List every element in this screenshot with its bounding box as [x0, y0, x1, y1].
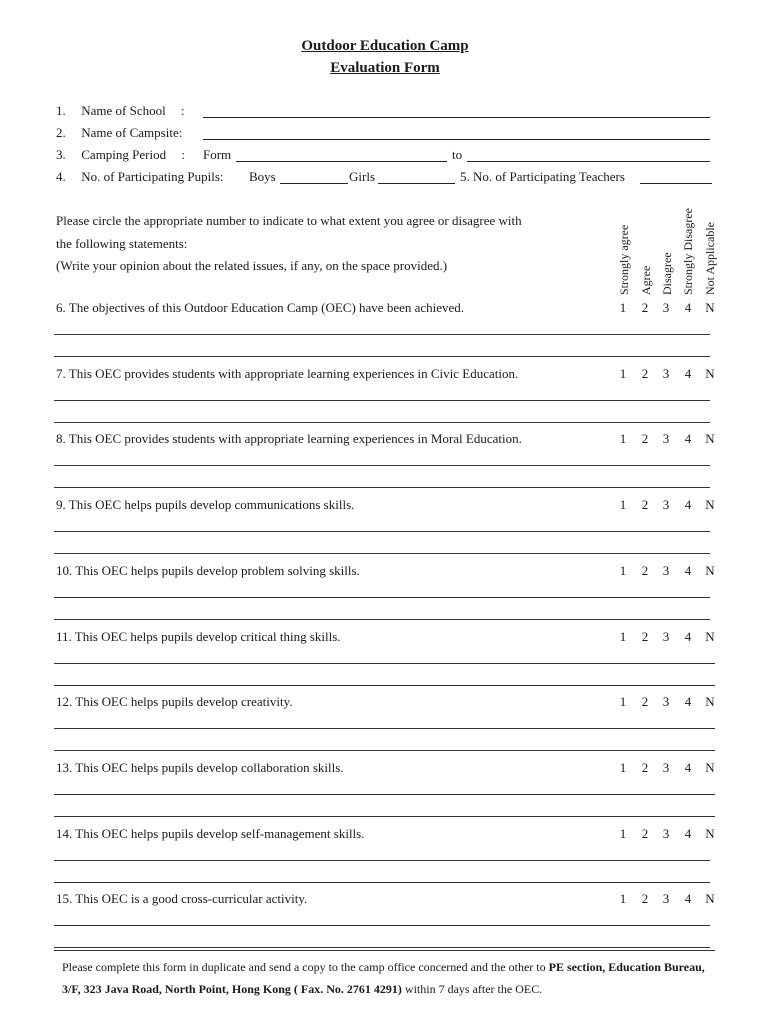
rating-option[interactable]: 4: [684, 760, 692, 775]
statement-text: 13. This OEC helps pupils develop collaboration skills.: [56, 760, 344, 775]
rating-option[interactable]: 4: [684, 300, 692, 315]
rating-option[interactable]: N: [705, 366, 715, 381]
statement-text: 7. This OEC provides students with appropriate learning experiences in Civic Education.: [56, 366, 519, 381]
comment-line[interactable]: [54, 860, 710, 861]
period-from-label: Form: [203, 147, 232, 162]
comment-line[interactable]: [54, 597, 710, 598]
comment-line[interactable]: [54, 750, 715, 751]
footer-text: Please complete this form in duplicate and send a copy to the camp office concerned and the other to: [62, 960, 549, 974]
rating-option[interactable]: 3: [662, 300, 670, 315]
rating-option[interactable]: 4: [684, 629, 692, 644]
period-from-input-line[interactable]: [236, 161, 447, 162]
statement-text: 6. The objectives of this Outdoor Education Camp (OEC) have been achieved.: [56, 300, 465, 315]
comment-line[interactable]: [54, 685, 715, 686]
rating-option[interactable]: 4: [684, 563, 692, 578]
rating-option[interactable]: 3: [662, 563, 670, 578]
rating-option[interactable]: 2: [641, 497, 649, 512]
instruction-line: Please circle the appropriate number to indicate to what extent you agree or disagree with: [56, 213, 522, 228]
rating-option[interactable]: 1: [619, 629, 627, 644]
field-label: No. of Participating Pupils:: [81, 169, 224, 184]
rating-option[interactable]: 2: [641, 826, 649, 841]
period-to-label: to: [452, 147, 463, 162]
field-colon: :: [180, 103, 185, 118]
rating-option[interactable]: 3: [662, 760, 670, 775]
field-number: 1.: [56, 103, 66, 118]
header-strongly-disagree: Strongly Disagree: [681, 208, 695, 295]
rating-option[interactable]: 4: [684, 826, 692, 841]
campsite-input-line[interactable]: [203, 139, 710, 140]
rating-option[interactable]: 1: [619, 760, 627, 775]
instruction-line: (Write your opinion about the related issues, if any, on the space provided.): [56, 258, 448, 273]
comment-line[interactable]: [54, 356, 710, 357]
comment-line[interactable]: [54, 728, 715, 729]
statement-text: 12. This OEC helps pupils develop creativity.: [56, 694, 293, 709]
rating-option[interactable]: 3: [662, 891, 670, 906]
rating-option[interactable]: 2: [641, 629, 649, 644]
rating-option[interactable]: N: [705, 760, 715, 775]
rating-option[interactable]: 1: [619, 366, 627, 381]
rating-option[interactable]: 1: [619, 431, 627, 446]
footer-text-end: within 7 days after the OEC.: [401, 982, 543, 996]
rating-option[interactable]: 2: [641, 760, 649, 775]
girls-input-line[interactable]: [378, 183, 455, 184]
field-label: Camping Period: [81, 147, 167, 162]
field-number: 2.: [56, 125, 66, 140]
statement-text: 8. This OEC provides students with appropriate learning experiences in Moral Education.: [56, 431, 522, 446]
field-number: 3.: [56, 147, 66, 162]
rating-option[interactable]: 1: [619, 694, 627, 709]
field-campsite-label: [56, 125, 182, 141]
header-agree: Agree: [639, 265, 653, 295]
rating-option[interactable]: N: [705, 694, 715, 709]
rating-option[interactable]: 1: [619, 300, 627, 315]
comment-line[interactable]: [54, 553, 710, 554]
comment-line[interactable]: [54, 619, 710, 620]
form-title: Outdoor Education Camp: [301, 38, 469, 54]
rating-option[interactable]: 3: [662, 366, 670, 381]
comment-line[interactable]: [54, 400, 710, 401]
statement-text: 15. This OEC is a good cross-curricular activity.: [56, 891, 308, 906]
rating-option[interactable]: 4: [684, 891, 692, 906]
rating-option[interactable]: 3: [662, 629, 670, 644]
field-number: 4.: [56, 169, 66, 184]
rating-option[interactable]: 4: [684, 366, 692, 381]
rating-option[interactable]: 2: [641, 300, 649, 315]
field-label: Name of Campsite:: [81, 125, 183, 140]
rating-option[interactable]: N: [705, 891, 715, 906]
rating-option[interactable]: 3: [662, 497, 670, 512]
comment-line[interactable]: [54, 947, 710, 948]
comment-line[interactable]: [54, 487, 710, 488]
rating-option[interactable]: 3: [662, 431, 670, 446]
teachers-label: 5. No. of Participating Teachers: [460, 169, 625, 184]
rating-option[interactable]: N: [705, 431, 715, 446]
rating-option[interactable]: 1: [619, 563, 627, 578]
rating-option[interactable]: 1: [619, 891, 627, 906]
rating-option[interactable]: 2: [641, 563, 649, 578]
rating-option[interactable]: N: [705, 497, 715, 512]
rating-option[interactable]: 2: [641, 694, 649, 709]
comment-line[interactable]: [54, 925, 710, 926]
field-school-label: [56, 103, 185, 119]
field-label: Name of School: [81, 103, 166, 118]
teachers-input-line[interactable]: [640, 183, 712, 184]
field-pupils-label: [56, 169, 224, 185]
footer-address: PE section, Education Bureau, 3/F, 323 Java Road, North Point, Hong Kong ( Fax. No. 2761 4291): [62, 960, 705, 996]
comment-line[interactable]: [54, 465, 710, 466]
field-colon: :: [181, 147, 185, 162]
statement-text: 11. This OEC helps pupils develop critical thing skills.: [56, 629, 341, 644]
rating-option[interactable]: N: [705, 826, 715, 841]
comment-line[interactable]: [54, 794, 715, 795]
statement-text: 14. This OEC helps pupils develop self-management skills.: [56, 826, 365, 841]
statement-text: 9. This OEC helps pupils develop communications skills.: [56, 497, 355, 512]
school-input-line[interactable]: [203, 117, 710, 118]
field-period-label: [56, 147, 185, 163]
girls-label: Girls: [349, 169, 375, 184]
comment-line[interactable]: [54, 422, 710, 423]
statement-text: 10. This OEC helps pupils develop problem solving skills.: [56, 563, 360, 578]
rating-option[interactable]: 1: [619, 497, 627, 512]
comment-line[interactable]: [54, 531, 710, 532]
header-disagree: Disagree: [660, 252, 674, 295]
header-strongly-agree: Strongly agree: [617, 224, 631, 295]
footer-note: [62, 956, 722, 1000]
footer-divider: [54, 950, 715, 951]
rating-option[interactable]: 2: [641, 431, 649, 446]
rating-option[interactable]: N: [705, 300, 715, 315]
comment-line[interactable]: [54, 334, 710, 335]
rating-option[interactable]: 4: [684, 431, 692, 446]
comment-line[interactable]: [54, 816, 715, 817]
rating-option[interactable]: 3: [662, 826, 670, 841]
rating-option[interactable]: 4: [684, 694, 692, 709]
comment-line[interactable]: [54, 663, 715, 664]
header-not-applicable: Not Applicable: [703, 222, 717, 295]
period-to-input-line[interactable]: [467, 161, 710, 162]
boys-input-line[interactable]: [280, 183, 348, 184]
rating-option[interactable]: 1: [619, 826, 627, 841]
rating-option[interactable]: 3: [662, 694, 670, 709]
boys-label: Boys: [249, 169, 276, 184]
form-subtitle: Evaluation Form: [330, 60, 440, 76]
comment-line[interactable]: [54, 882, 710, 883]
rating-option[interactable]: 2: [641, 891, 649, 906]
rating-option[interactable]: N: [705, 563, 715, 578]
rating-option[interactable]: N: [705, 629, 715, 644]
rating-option[interactable]: 2: [641, 366, 649, 381]
instruction-line: the following statements:: [56, 236, 188, 251]
rating-option[interactable]: 4: [684, 497, 692, 512]
